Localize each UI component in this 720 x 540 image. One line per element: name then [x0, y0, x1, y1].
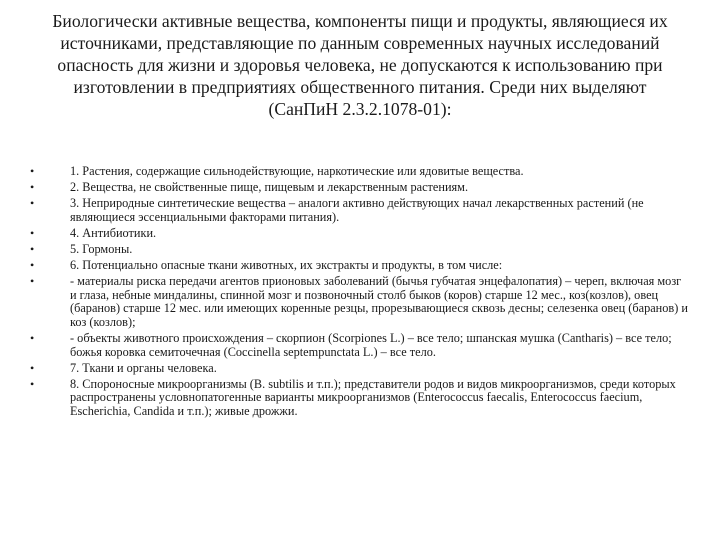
bullet-icon: •	[30, 274, 35, 289]
list-item-text: 7. Ткани и органы человека.	[70, 360, 217, 375]
slide-title	[30, 10, 690, 120]
list-item	[30, 378, 690, 419]
bullet-icon: •	[30, 225, 35, 240]
list-item-text: 5. Гормоны.	[70, 241, 133, 256]
bullet-icon: •	[30, 180, 35, 195]
list-item-text: - материалы риска передачи агентов прионовых заболеваний (бычья губчатая энцефалопатия) – череп, включая мозг и глаза, небные миндалины, спинной мозг и позвоночный столб быков (коров) старше 12 мес., коз(козлов), овец (баранов) старше 12 мес. или имеющих коренные резцы, прорезывающиеся сквозь десны; селезенка овец (баранов) и коз (козлов);	[70, 274, 688, 329]
list-item	[30, 332, 690, 359]
list-item-text: 1. Растения, содержащие сильнодействующие, наркотические или ядовитые вещества.	[70, 164, 524, 178]
list-item	[30, 227, 690, 241]
bullet-icon: •	[30, 241, 35, 256]
title-text: Биологически активные вещества, компоненты пищи и продукты, являющиеся их источниками, представляющие по данным современных научных исследований опасность для жизни и здоровья человека, не допускаются к использованию при изготовлении в предприятиях общественного питания. Среди них выделяют	[52, 11, 668, 97]
list-item	[30, 362, 690, 376]
list-item-text: 8. Спороносные микроорганизмы (B. subtilis и т.п.); представители родов и видов микроорганизмов, среди которых распространены условнопатогенные варианты микроорганизмов (Enterococcus faecalis, Enterococcus faecium, Escherichia, Candida и т.п.); живые дрожжи.	[70, 376, 676, 418]
list-item	[30, 165, 690, 179]
list-item	[30, 275, 690, 329]
list-item-text: 3. Неприродные синтетические вещества – аналоги активно действующих начал лекарственных растений (не являющиеся эссенциальными факторами питания).	[70, 196, 644, 224]
list-item-text: 2. Вещества, не свойственные пище, пищевым и лекарственным растениям.	[70, 180, 469, 195]
list-item	[30, 243, 690, 257]
content-list	[30, 165, 690, 421]
bullet-icon: •	[30, 258, 35, 273]
bullet-icon: •	[30, 360, 35, 375]
list-item-text: 6. Потенциально опасные ткани животных, их экстракты и продукты, в том числе:	[70, 258, 503, 273]
bullet-icon: •	[30, 196, 35, 211]
list-item	[30, 181, 690, 195]
list-item	[30, 259, 690, 273]
bullet-icon: •	[30, 331, 35, 346]
list-item-text: 4. Антибиотики.	[70, 225, 157, 240]
bullet-icon: •	[30, 164, 35, 178]
title-regulation-code: (СанПиН 2.3.2.1078-01):	[268, 99, 452, 119]
list-item	[30, 197, 690, 224]
list-item-text: - объекты животного происхождения – скорпион (Scorpiones L.) – все тело; шпанская мушка (Cantharis) – все тело; божья коровка семиточечная (Coccinella septempunctata L.) – все тело.	[70, 331, 672, 359]
bullet-icon: •	[30, 376, 35, 391]
